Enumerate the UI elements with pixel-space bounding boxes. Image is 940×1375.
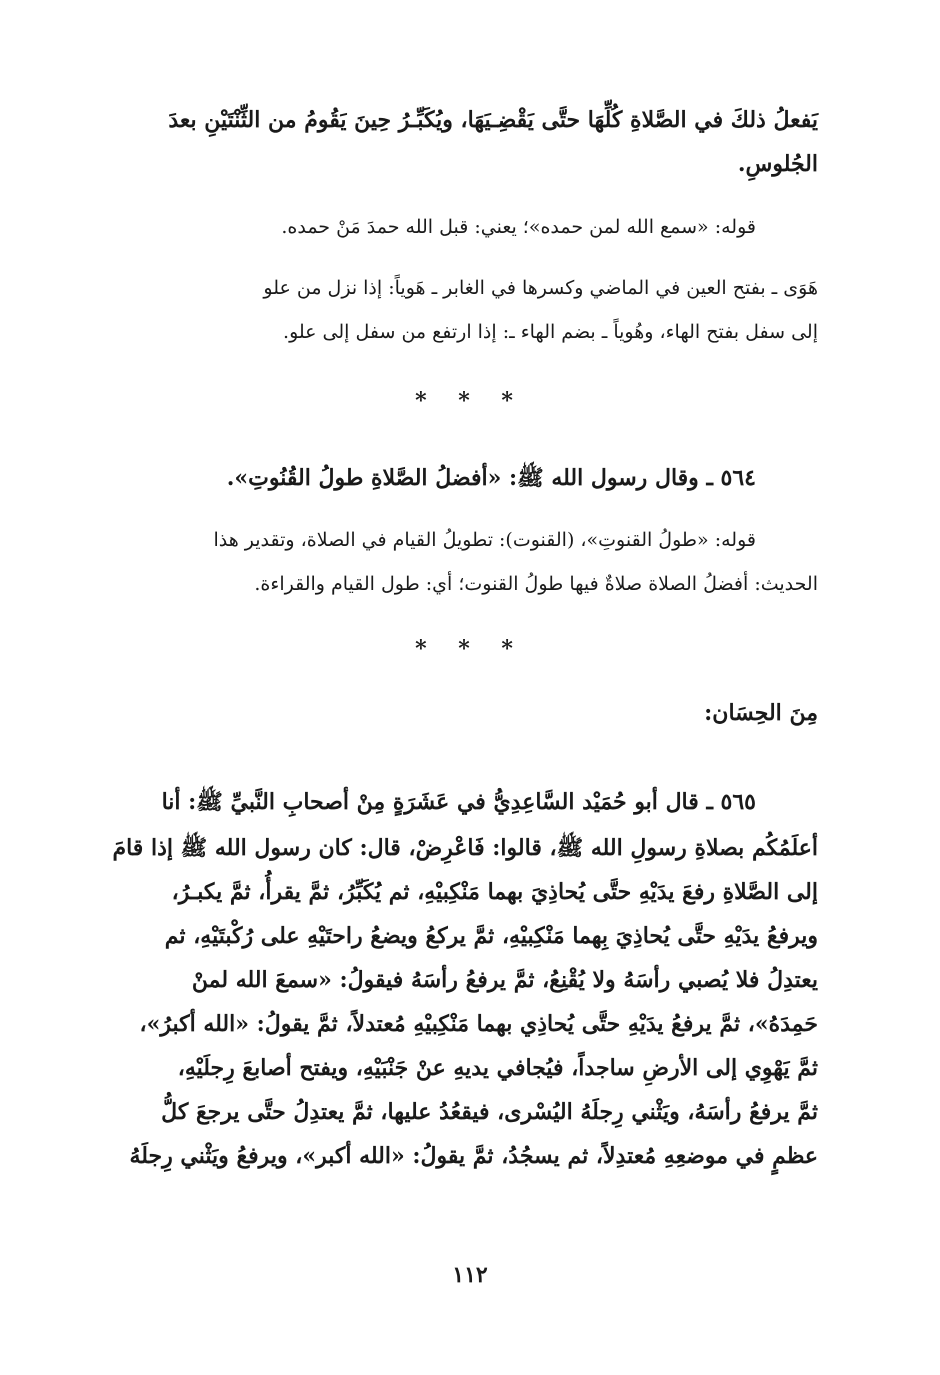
text-line: ثمَّ يَهْوِي إلى الأرضِ ساجداً، فيُجافي يديهِ عنْ جَنْبَيْهِ، ويفتح أصابعَ رِجلَيْهِ، [177, 1055, 818, 1081]
text-line: قوله: «سمع الله لمن حمده»؛ يعني: قبل الله حمدَ مَنْ حمده. [281, 216, 756, 238]
page-number: ١١٢ [452, 1262, 488, 1288]
text-line: حَمِدَهُ»، ثمَّ يرفعُ يدَيْهِ حتَّى يُحاذِي بهما مَنْكِبيْهِ مُعتدلاً، ثمَّ يقولُ: «الله أكبرُ»، [139, 1011, 818, 1037]
text-line: أعلَمُكُم بصلاةِ رسولِ الله ﷺ، قالوا: فَاعْرِضْ، قال: كان رسول الله ﷺ إذا قامَ [112, 835, 818, 861]
commentary-1 [106, 205, 756, 249]
text-line: ٥٦٥ ـ قال أبو حُمَيْد السَّاعِدِيُّ في عَشَرَةٍ مِنْ أصحابِ النَّبيِّ ﷺ: أنا [161, 789, 756, 815]
text-line: إلى الصَّلاةِ رفعَ يدَيْهِ حتَّى يُحاذِيَ بهما مَنْكِبيْهِ، ثم يُكَبِّرُ، ثمَّ يقرأُ، ثمَّ يكبـرُ، [171, 879, 818, 905]
hadith-565-first [106, 780, 756, 824]
text-line: الحديث: أفضلُ الصلاة صلاةٌ فيها طولُ القنوت؛ أي: طول القيام والقراءة. [254, 573, 818, 595]
commentary-2-b [106, 562, 818, 606]
text-line: قوله: «طولُ القنوتِ»، (القنوت): تطويلُ القيام في الصلاة، وتقدير هذا [213, 529, 756, 551]
text-line: ثمَّ يرفعُ رأسَهُ، ويَثْني رِجلَهُ اليُسْرى، فيقعُدُ عليها، ثمَّ يعتدِلُ حتَّى يرجعَ كلُّ [161, 1099, 818, 1125]
paragraph-top [106, 98, 818, 186]
text-line: ويرفعُ يدَيْهِ حتَّى يُحاذِيَ بِهما مَنْكِبيْهِ، ثمَّ يركعُ ويضعُ راحتَيْهِ على رُكْبتَيْهِ، ثم [164, 923, 818, 949]
text-line: يعتدِلُ فلا يُصبي رأسَهُ ولا يُقْنِعُ، ثمَّ يرفعُ رأسَهُ فيقولُ: «سمعَ الله لمنْ [191, 967, 818, 993]
text-line: عظمٍ في موضعِهِ مُعتدِلاً، ثم يسجُدُ، ثمَّ يقولُ: «الله أكبر»، ويرفعُ ويَثْني رِجلَهُ [129, 1143, 818, 1169]
section-separator: * * * [415, 388, 525, 414]
text-line: هَوَى ـ بفتح العين في الماضي وكسرها في الغابر ـ هَوياً: إذا نزل من علو [263, 277, 818, 299]
text-line: يَفعلُ ذلكَ في الصَّلاةِ كُلِّهَا حتَّى يَقْضِـيَهَا، ويُكَبِّـرُ حِينَ يَقُومُ من الثِّنْتَيْنِ بعدَ [168, 107, 818, 133]
commentary-1-b [106, 266, 818, 354]
commentary-2 [106, 518, 756, 562]
text-line: ٥٦٤ ـ وقال رسول الله ﷺ: «أفضلُ الصَّلاةِ طولُ القُنُوتِ». [226, 465, 756, 491]
section-separator: * * * [415, 636, 525, 662]
hadith-565 [106, 826, 818, 1178]
hadith-564 [106, 456, 756, 500]
section-heading: مِنَ الحِسَان: [704, 700, 818, 726]
text-line: إلى سفل بفتح الهاء، وهُوياً ـ بضم الهاء ـ: إذا ارتفع من سفل إلى علو. [283, 321, 818, 343]
text-line: الجُلوسِ. [737, 151, 818, 177]
